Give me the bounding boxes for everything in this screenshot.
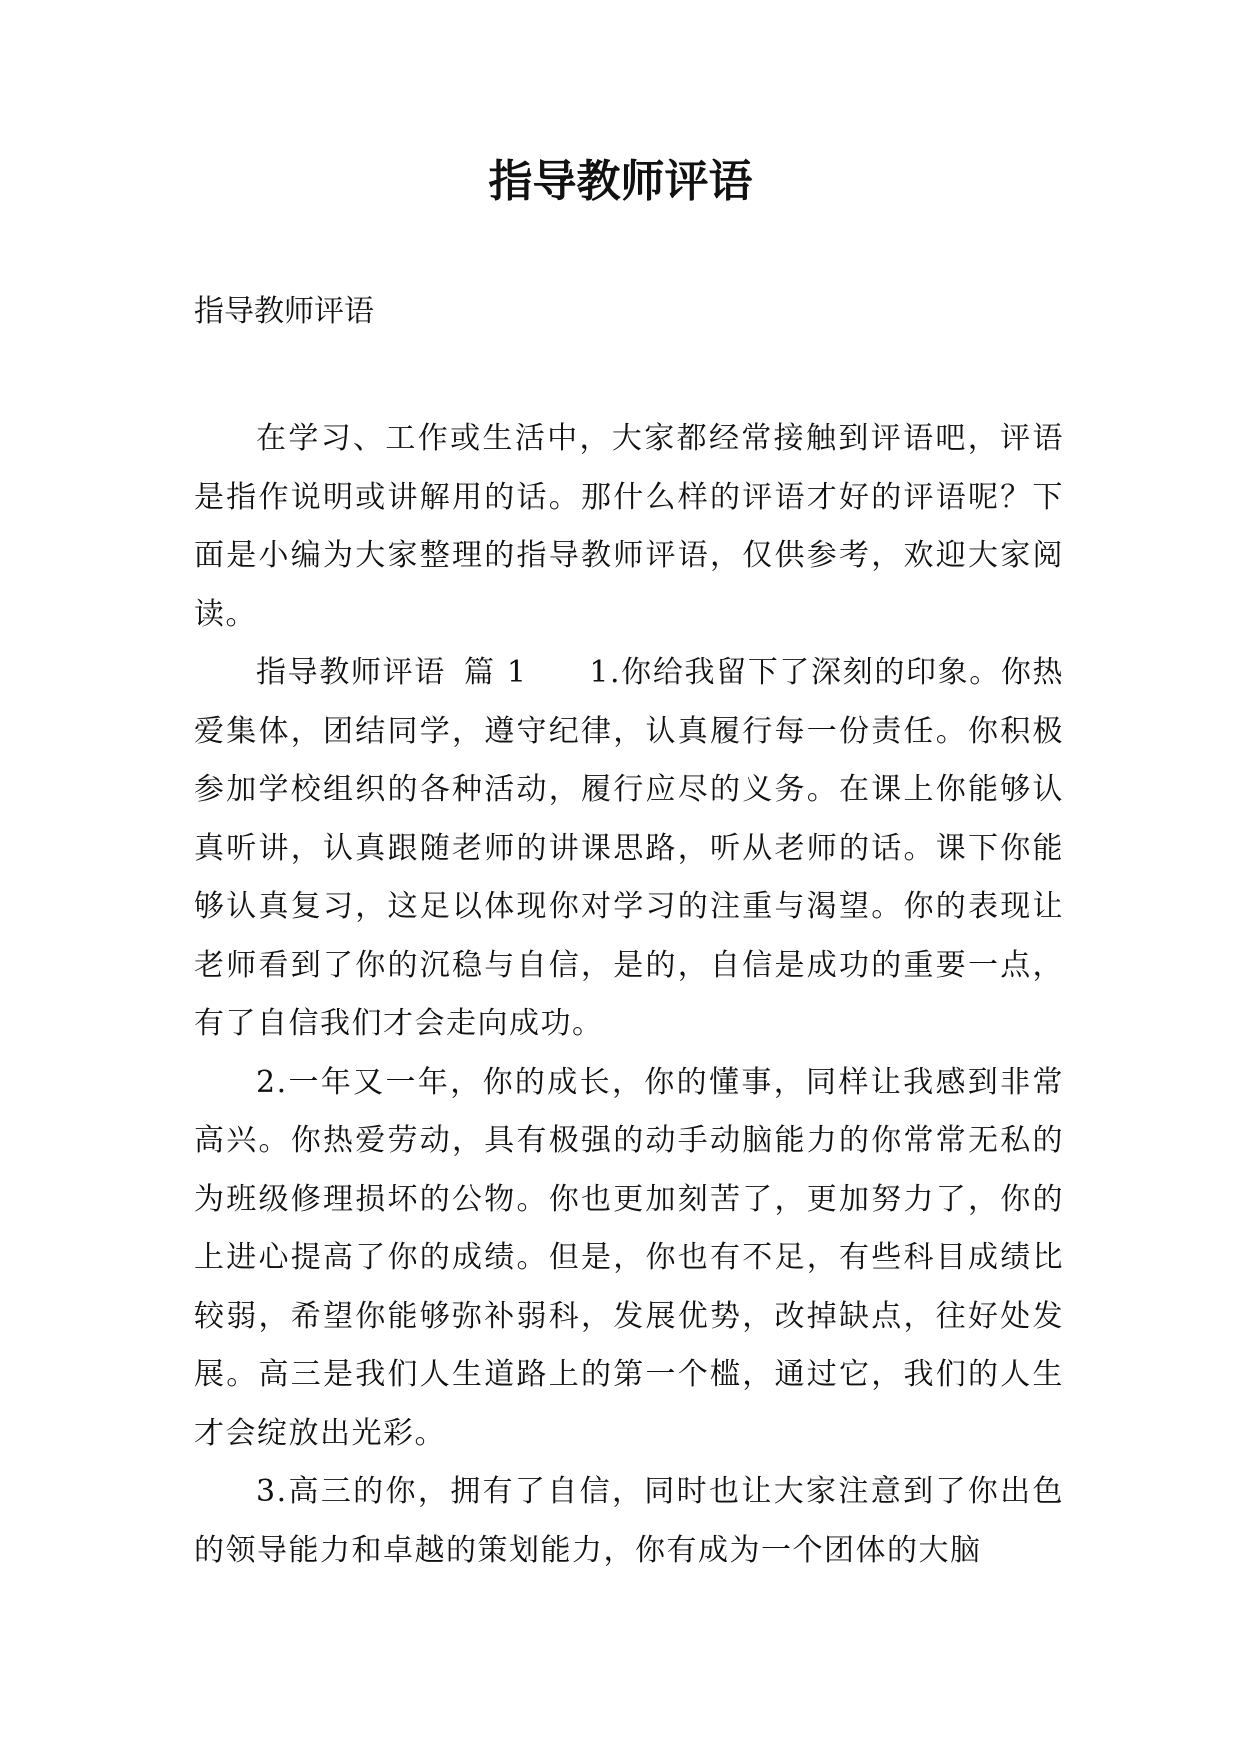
document-body xyxy=(194,410,1064,1580)
document-subtitle: 指导教师评语 xyxy=(194,294,374,329)
comment-paragraph-1 xyxy=(194,644,1064,1054)
comment-paragraph-2: 2.一年又一年，你的成长，你的懂事，同样让我感到非常高兴。你热爱劳动，具有极强的动手动脑能力的你常常无私的为班级修理损坏的公物。你也更加刻苦了，更加努力了，你的上进心提高了你的成绩。但是，你也有不足，有些科目成绩比较弱，希望你能够弥补弱科，发展优势，改掉缺点，往好处发展。高三是我们人生道路上的第一个槛，通过它，我们的人生才会绽放出光彩。 xyxy=(194,1064,1064,1451)
section-label: 篇 1 xyxy=(463,655,528,690)
comment-paragraph-3: 3.高三的你，拥有了自信，同时也让大家注意到了你出色的领导能力和卓越的策划能力，你有成为一个团体的大脑 xyxy=(194,1474,1064,1568)
section-heading: 指导教师评语 xyxy=(256,655,446,690)
document-title: 指导教师评语 xyxy=(488,156,753,207)
comment-text-1: 1.你给我留下了深刻的印象。你热爱集体，团结同学，遵守纪律，认真履行每一份责任。你积极参加学校组织的各种活动，履行应尽的义务。在课上你能够认真听讲，认真跟随老师的讲课思路，听从老师的话。课下你能够认真复习，这足以体现你对学习的注重与渴望。你的表现让老师看到了你的沉稳与自信，是的，自信是成功的重要一点，有了自信我们才会走向成功。 xyxy=(194,655,1065,1041)
intro-paragraph: 在学习、工作或生活中，大家都经常接触到评语吧，评语是指作说明或讲解用的话。那什么样的评语才好的评语呢？下面是小编为大家整理的指导教师评语，仅供参考，欢迎大家阅读。 xyxy=(194,421,1064,632)
